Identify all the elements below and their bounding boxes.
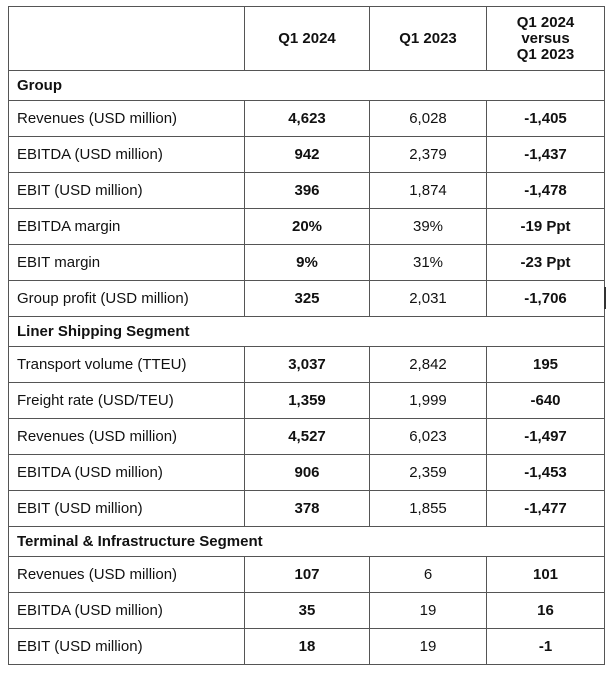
row-label: Revenues (USD million)	[9, 419, 245, 455]
value-q1-2023: 6,028	[370, 101, 487, 137]
header-row	[9, 7, 605, 71]
value-q1-2024: 20%	[245, 209, 370, 245]
value-q1-2024: 378	[245, 491, 370, 527]
value-q1-2023: 1,874	[370, 173, 487, 209]
financial-results-table	[8, 6, 605, 665]
table-row	[9, 245, 605, 281]
value-q1-2024: 942	[245, 137, 370, 173]
section-header-row	[9, 527, 605, 557]
value-change: -19 Ppt	[487, 209, 605, 245]
row-label: EBIT margin	[9, 245, 245, 281]
row-label: Freight rate (USD/TEU)	[9, 383, 245, 419]
value-change: -1,706	[487, 281, 605, 317]
section-header-row	[9, 317, 605, 347]
value-q1-2024: 906	[245, 455, 370, 491]
header-empty-cell	[9, 7, 245, 71]
row-label: EBITDA margin	[9, 209, 245, 245]
header-versus	[487, 7, 605, 71]
value-q1-2023: 1,855	[370, 491, 487, 527]
value-change: -1,405	[487, 101, 605, 137]
table-row	[9, 629, 605, 665]
value-q1-2023: 19	[370, 629, 487, 665]
table-row	[9, 455, 605, 491]
value-q1-2024: 35	[245, 593, 370, 629]
value-q1-2023: 31%	[370, 245, 487, 281]
value-q1-2024: 9%	[245, 245, 370, 281]
value-q1-2024: 18	[245, 629, 370, 665]
value-change: -1,497	[487, 419, 605, 455]
table-row	[9, 593, 605, 629]
row-label: EBIT (USD million)	[9, 491, 245, 527]
row-label: EBITDA (USD million)	[9, 593, 245, 629]
row-label: Transport volume (TTEU)	[9, 347, 245, 383]
section-title: Liner Shipping Segment	[9, 317, 605, 347]
header-q1-2023: Q1 2023	[370, 7, 487, 71]
header-versus-line2: versus	[521, 29, 570, 47]
value-q1-2024: 4,623	[245, 101, 370, 137]
value-q1-2024: 107	[245, 557, 370, 593]
section-header-row	[9, 71, 605, 101]
value-q1-2023: 2,842	[370, 347, 487, 383]
section-title: Terminal & Infrastructure Segment	[9, 527, 605, 557]
value-change: 16	[487, 593, 605, 629]
value-q1-2023: 6	[370, 557, 487, 593]
value-q1-2023: 2,031	[370, 281, 487, 317]
value-q1-2023: 2,359	[370, 455, 487, 491]
row-label: Group profit (USD million)	[9, 281, 245, 317]
row-label: EBIT (USD million)	[9, 629, 245, 665]
table-row	[9, 347, 605, 383]
value-q1-2023: 19	[370, 593, 487, 629]
row-label: EBIT (USD million)	[9, 173, 245, 209]
page-edge-mark	[604, 287, 606, 309]
row-label: EBITDA (USD million)	[9, 137, 245, 173]
table-row	[9, 209, 605, 245]
table-row	[9, 491, 605, 527]
table-row	[9, 557, 605, 593]
table-row	[9, 173, 605, 209]
value-q1-2023: 2,379	[370, 137, 487, 173]
table-row	[9, 419, 605, 455]
value-change: -640	[487, 383, 605, 419]
value-change: -1,477	[487, 491, 605, 527]
table-row	[9, 137, 605, 173]
table-row	[9, 101, 605, 137]
header-q1-2024: Q1 2024	[245, 7, 370, 71]
row-label: Revenues (USD million)	[9, 557, 245, 593]
value-change: 101	[487, 557, 605, 593]
value-q1-2023: 39%	[370, 209, 487, 245]
value-q1-2023: 1,999	[370, 383, 487, 419]
row-label: EBITDA (USD million)	[9, 455, 245, 491]
section-title: Group	[9, 71, 605, 101]
value-change: -1	[487, 629, 605, 665]
value-change: -1,437	[487, 137, 605, 173]
value-change: -23 Ppt	[487, 245, 605, 281]
header-versus-line1: Q1 2024	[516, 13, 575, 31]
value-change: -1,453	[487, 455, 605, 491]
value-change: -1,478	[487, 173, 605, 209]
table-row	[9, 281, 605, 317]
value-q1-2024: 1,359	[245, 383, 370, 419]
value-q1-2023: 6,023	[370, 419, 487, 455]
value-q1-2024: 3,037	[245, 347, 370, 383]
value-change: 195	[487, 347, 605, 383]
header-versus-line3: Q1 2023	[516, 45, 575, 63]
table-body	[9, 71, 605, 665]
value-q1-2024: 325	[245, 281, 370, 317]
value-q1-2024: 4,527	[245, 419, 370, 455]
row-label: Revenues (USD million)	[9, 101, 245, 137]
value-q1-2024: 396	[245, 173, 370, 209]
table-row	[9, 383, 605, 419]
